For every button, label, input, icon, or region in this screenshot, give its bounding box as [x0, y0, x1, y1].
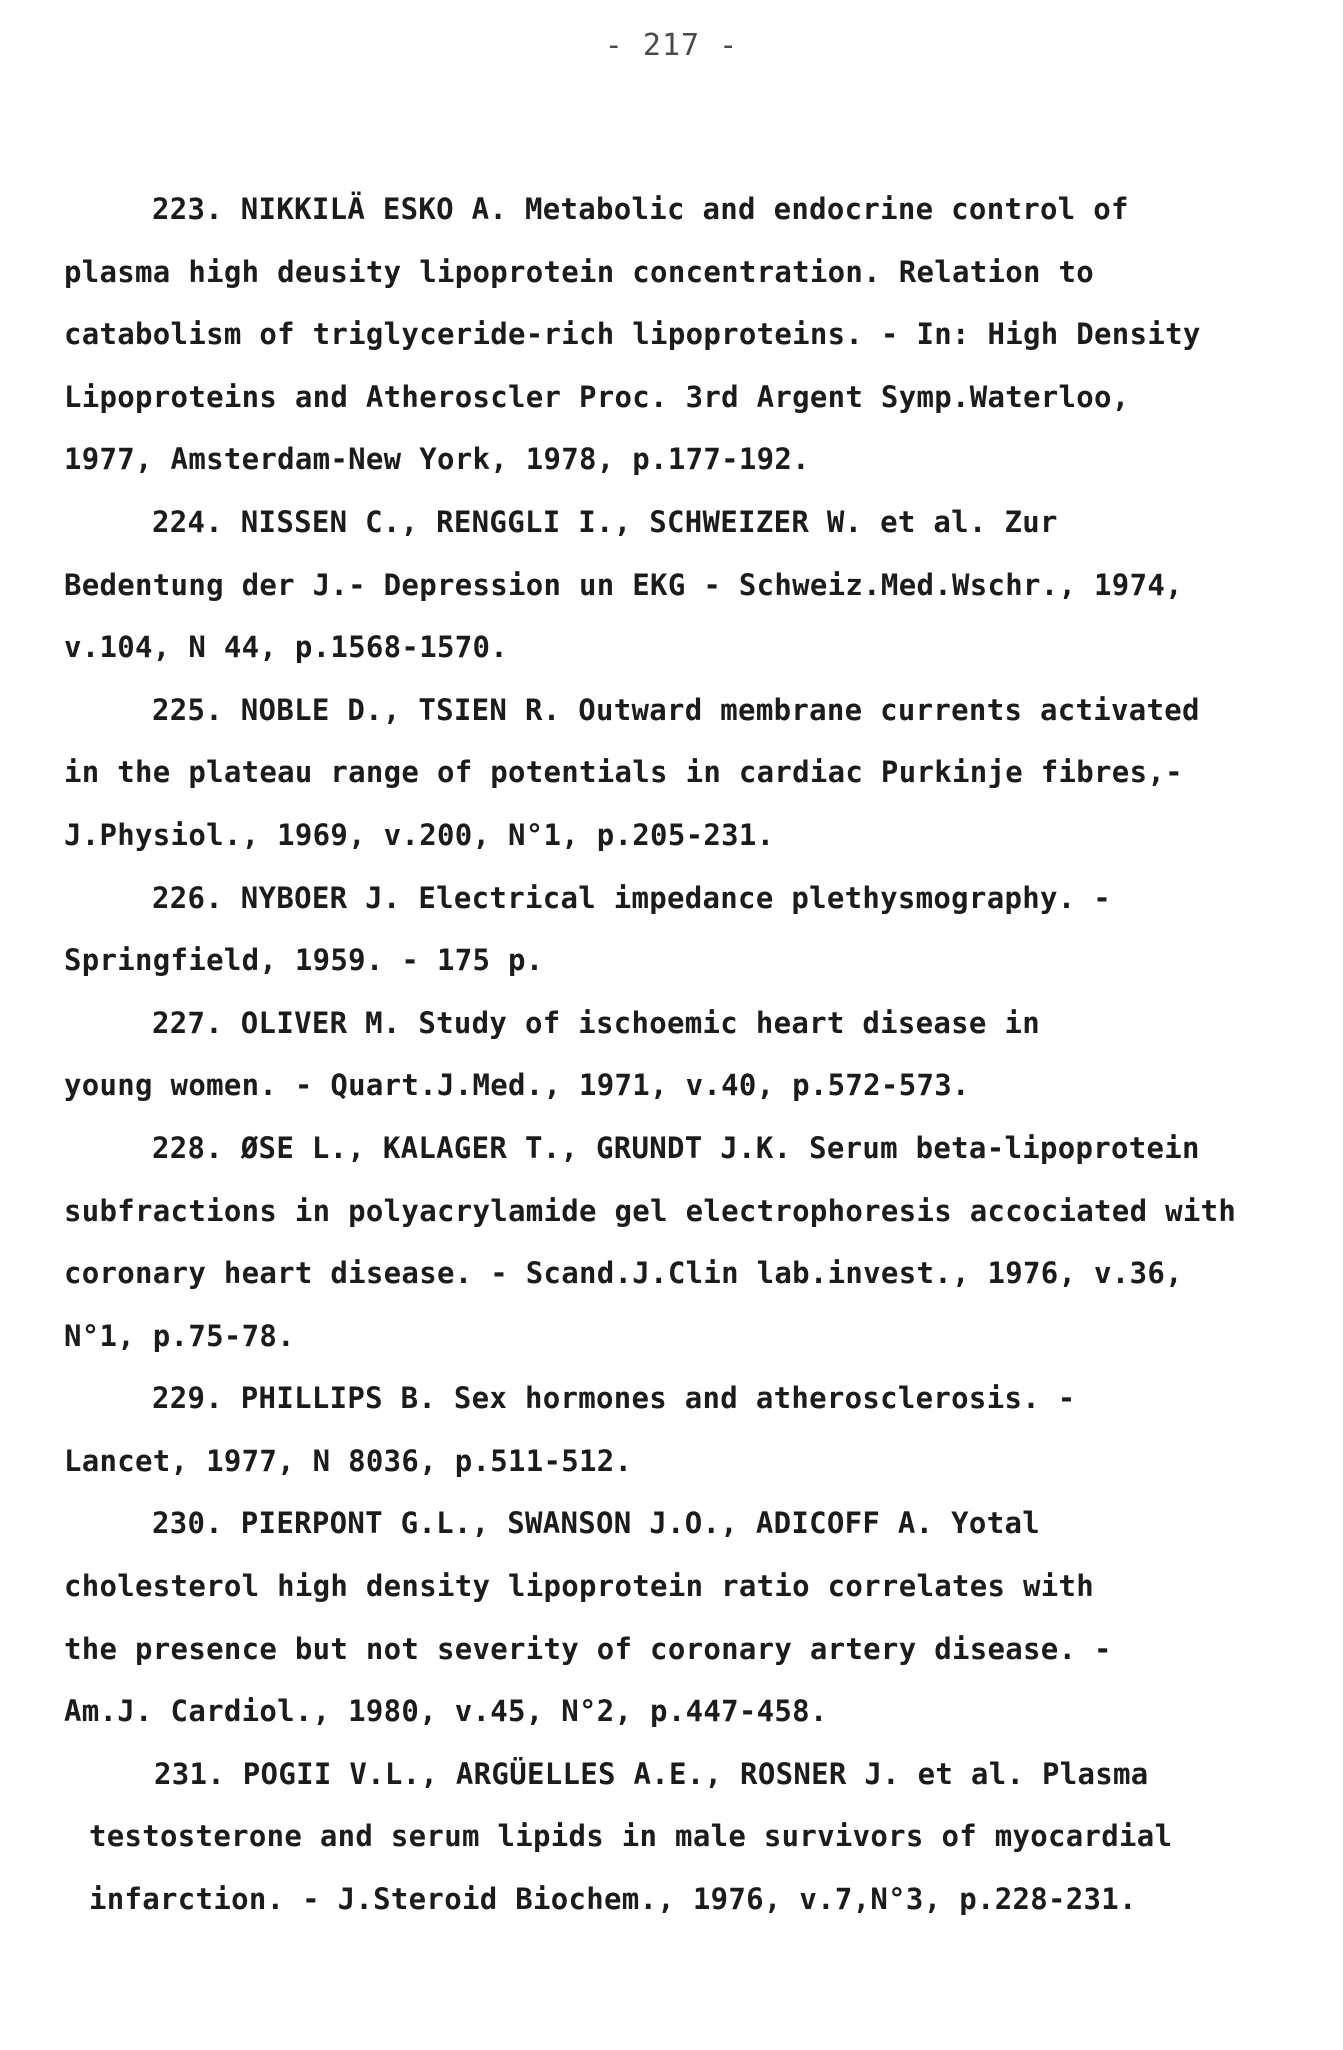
reference-line: 227. OLIVER M. Study of ischoemic heart disease in: [152, 1005, 1040, 1040]
reference-line: 226. NYBOER J. Electrical impedance plethysmography. -: [152, 880, 1112, 915]
reference-line: 231. POGII V.L., ARGÜELLES A.E., ROSNER J. et al. Plasma: [154, 1756, 1149, 1791]
reference-line: N°1, p.75-78.: [64, 1318, 295, 1353]
reference-line: 230. PIERPONT G.L., SWANSON J.O., ADICOFF A. Yotal: [152, 1506, 1040, 1541]
reference-entry-229: [64, 1367, 1304, 1492]
reference-entry-227: [64, 992, 1304, 1117]
page-number: - 217 -: [604, 28, 739, 63]
reference-entry-223: [64, 178, 1304, 491]
reference-entry-228: [64, 1117, 1304, 1367]
reference-entry-224: [64, 491, 1304, 679]
reference-line: 225. NOBLE D., TSIEN R. Outward membrane currents activated: [152, 692, 1200, 727]
reference-line: v.104, N 44, p.1568-1570.: [64, 630, 508, 665]
reference-line: testosterone and serum lipids in male survivors of myocardial: [89, 1819, 1173, 1854]
reference-line: in the plateau range of potentials in cardiac Purkinje fibres,-: [64, 755, 1183, 790]
reference-list: [64, 178, 1304, 1931]
reference-entry-230: [64, 1492, 1304, 1742]
reference-line: the presence but not severity of coronary artery disease. -: [64, 1631, 1112, 1666]
reference-line: Am.J. Cardiol., 1980, v.45, N°2, p.447-458.: [64, 1694, 828, 1729]
reference-line: coronary heart disease. - Scand.J.Clin lab.invest., 1976, v.36,: [64, 1256, 1183, 1291]
reference-line: plasma high deusity lipoprotein concentration. Relation to: [64, 254, 1095, 289]
reference-line: Springfield, 1959. - 175 p.: [64, 943, 544, 978]
reference-line: cholesterol high density lipoprotein ratio correlates with: [64, 1569, 1095, 1604]
reference-line: 228. ØSE L., KALAGER T., GRUNDT J.K. Serum beta-lipoprotein: [152, 1130, 1200, 1165]
reference-entry-231: [64, 1743, 1304, 1931]
reference-line: 1977, Amsterdam-New York, 1978, p.177-192.: [64, 442, 810, 477]
reference-entry-226: [64, 867, 1304, 992]
reference-line: 223. NIKKILÄ ESKO A. Metabolic and endocrine control of: [152, 192, 1129, 226]
reference-line: catabolism of triglyceride-rich lipoproteins. - In: High Density: [64, 317, 1201, 352]
reference-line: J.Physiol., 1969, v.200, N°1, p.205-231.: [64, 817, 775, 852]
reference-entry-225: [64, 679, 1304, 867]
reference-line: young women. - Quart.J.Med., 1971, v.40, p.572-573.: [64, 1068, 970, 1103]
reference-line: Lancet, 1977, N 8036, p.511-512.: [64, 1443, 633, 1478]
reference-line: 224. NISSEN C., RENGGLI I., SCHWEIZER W. et al. Zur: [152, 504, 1058, 539]
reference-line: subfractions in polyacrylamide gel electrophoresis accociated with: [64, 1193, 1237, 1228]
reference-line: Lipoproteins and Atheroscler Proc. 3rd Argent Symp.Waterloo,: [64, 379, 1130, 414]
reference-line: 229. PHILLIPS B. Sex hormones and atherosclerosis. -: [152, 1381, 1076, 1416]
reference-line: infarction. - J.Steroid Biochem., 1976, v.7,N°3, p.228-231.: [89, 1882, 1137, 1917]
reference-line: Bedentung der J.- Depression un EKG - Schweiz.Med.Wschr., 1974,: [64, 567, 1183, 602]
